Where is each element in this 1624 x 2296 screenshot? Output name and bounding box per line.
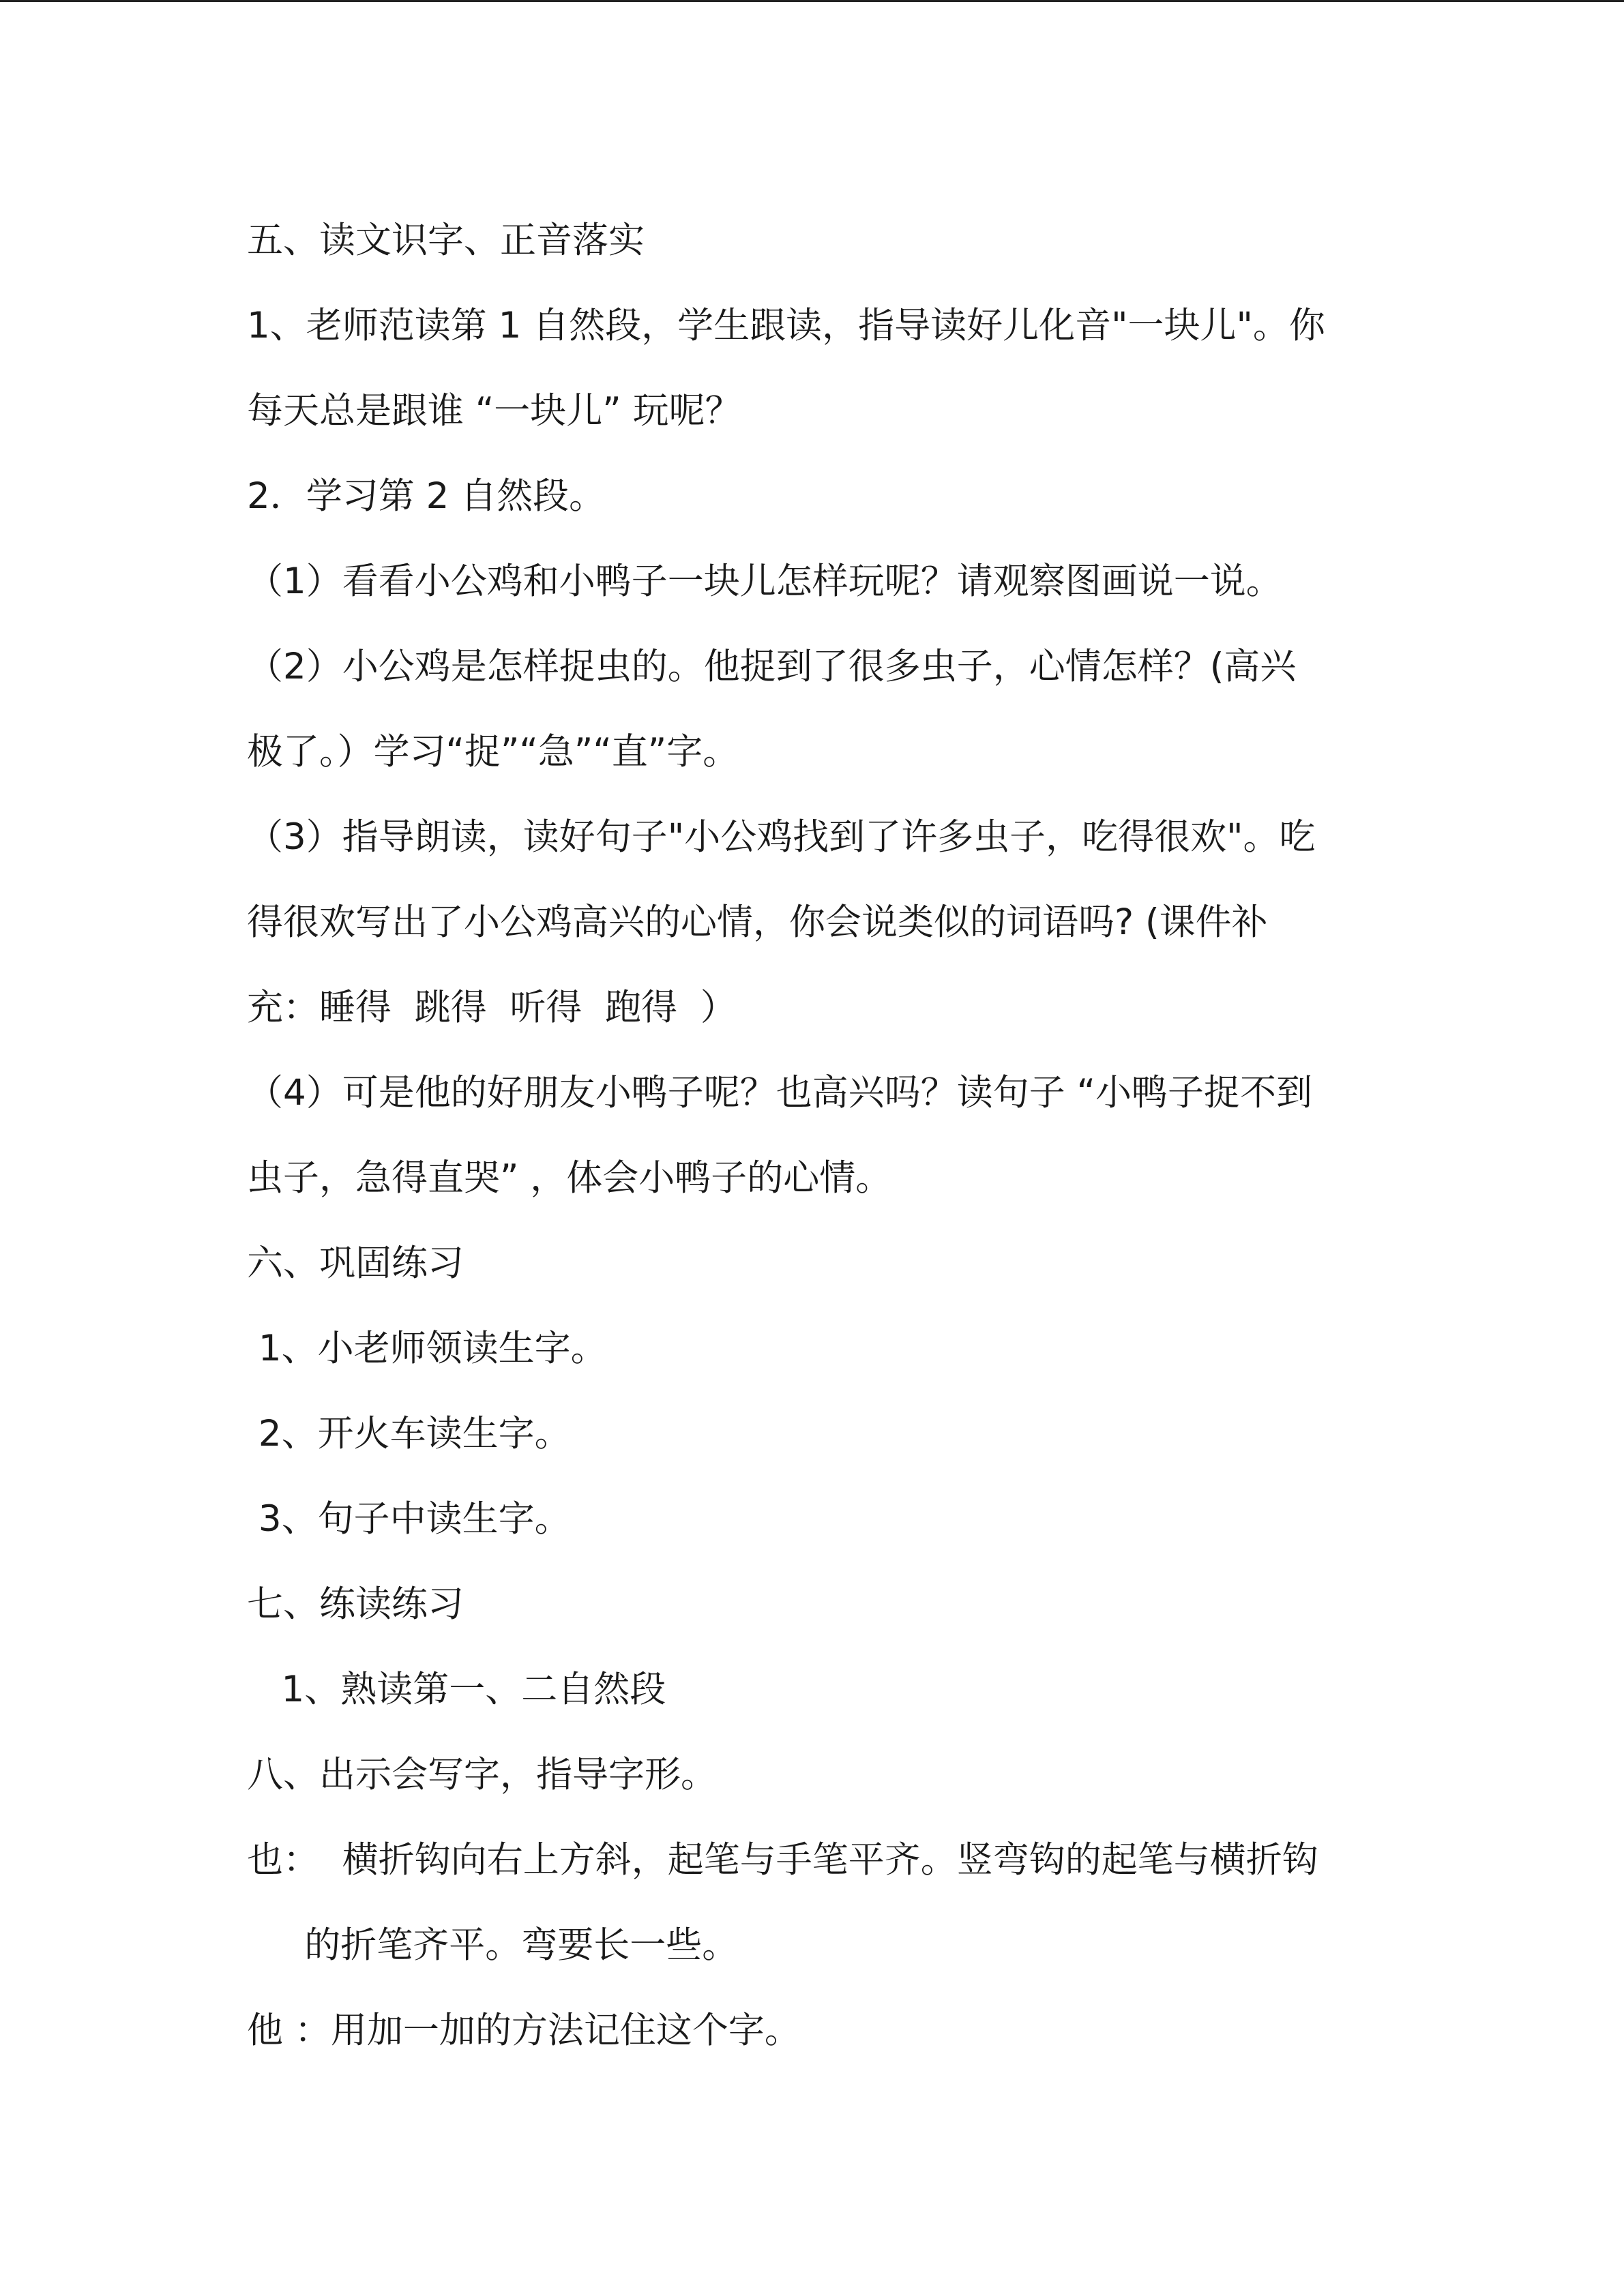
paragraph-line: 也： 横折钩向右上方斜，起笔与手笔平齐。竖弯钩的起笔与横折钩: [247, 1839, 1318, 1881]
paragraph-line: 他 ：用加一加的方法记住这个字。: [247, 2010, 801, 2051]
paragraph-line: （1）看看小公鸡和小鸭子一块儿怎样玩呢？请观察图画说一说。: [247, 561, 1282, 602]
page-top-border: [0, 0, 1624, 2]
paragraph-line: 极了。）学习“捉”“急”“直”字。: [247, 731, 739, 773]
section-heading-6: 六、巩固练习: [247, 1242, 464, 1284]
paragraph-line: 1、老师范读第 1 自然段，学生跟读，指导读好儿化音"一块儿"。你: [247, 305, 1325, 346]
paragraph-line: 充：睡得 跳得 听得 跑得 ）: [247, 987, 737, 1028]
section-heading-7: 七、练读练习: [247, 1583, 464, 1625]
paragraph-line: 2．学习第 2 自然段。: [247, 475, 606, 517]
paragraph-line: （2）小公鸡是怎样捉虫的。他捉到了很多虫子，心情怎样？(高兴: [247, 646, 1297, 687]
section-heading-8: 八、出示会写字，指导字形。: [247, 1754, 717, 1795]
paragraph-line: 得很欢写出了小公鸡高兴的心情，你会说类似的词语吗? (课件补: [247, 901, 1268, 943]
list-item: 1、小老师领读生字。: [247, 1328, 607, 1369]
section-heading-5: 五、读文识字、正音落实: [247, 220, 645, 261]
paragraph-line: 每天总是跟谁 “一块儿” 玩呢？: [247, 390, 741, 432]
list-item: 2、开火车读生字。: [247, 1413, 571, 1455]
paragraph-line: 的折笔齐平。弯要长一些。: [247, 1924, 739, 1966]
paragraph-line: 虫子，急得直哭” ，体会小鸭子的心情。: [247, 1157, 892, 1199]
list-item: 3、句子中读生字。: [247, 1498, 571, 1540]
paragraph-line: （3）指导朗读，读好句子"小公鸡找到了许多虫子，吃得很欢"。吃: [247, 816, 1316, 858]
list-item: 1、熟读第一、二自然段: [247, 1669, 666, 1710]
paragraph-line: （4）可是他的好朋友小鸭子呢？也高兴吗？读句子 “小鸭子捉不到: [247, 1072, 1313, 1114]
